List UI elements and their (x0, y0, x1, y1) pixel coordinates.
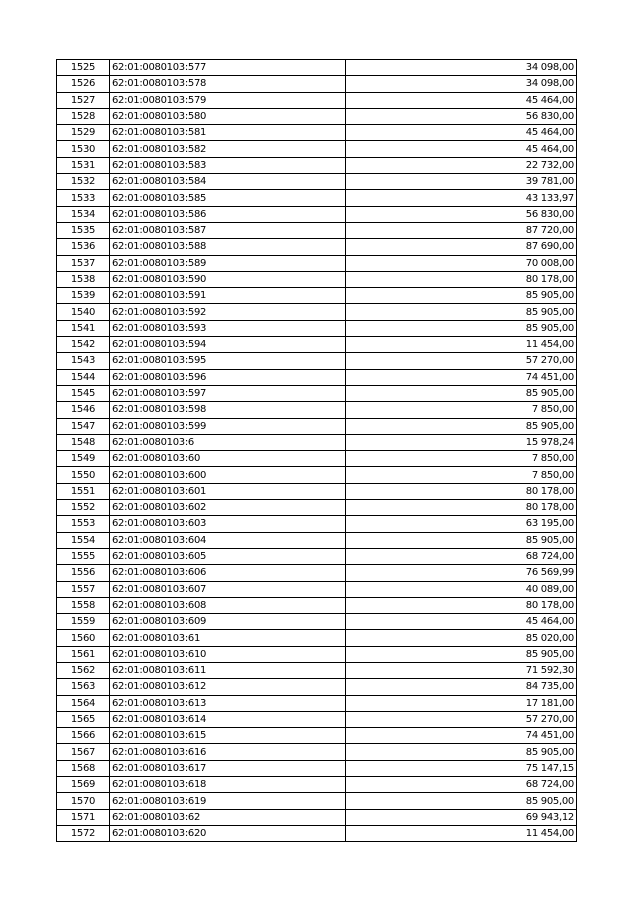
cadastral-number-cell: 62:01:0080103:584 (110, 174, 346, 190)
cadastral-number-cell: 62:01:0080103:612 (110, 679, 346, 695)
table-row (57, 304, 577, 320)
cadastral-number-cell: 62:01:0080103:587 (110, 222, 346, 238)
row-number-cell: 1557 (57, 581, 110, 597)
cadastral-number-cell: 62:01:0080103:583 (110, 157, 346, 173)
value-cell: 74 451,00 (346, 369, 577, 385)
value-cell: 85 905,00 (346, 385, 577, 401)
value-cell: 56 830,00 (346, 108, 577, 124)
table-row (57, 125, 577, 141)
row-number-cell: 1555 (57, 548, 110, 564)
row-number-cell: 1558 (57, 597, 110, 613)
cadastral-number-cell: 62:01:0080103:596 (110, 369, 346, 385)
value-cell: 80 178,00 (346, 271, 577, 287)
table-row (57, 108, 577, 124)
table-row (57, 451, 577, 467)
table-row (57, 500, 577, 516)
cadastral-number-cell: 62:01:0080103:599 (110, 418, 346, 434)
value-cell: 80 178,00 (346, 597, 577, 613)
value-cell: 85 905,00 (346, 304, 577, 320)
table-row (57, 565, 577, 581)
row-number-cell: 1533 (57, 190, 110, 206)
table-row (57, 60, 577, 76)
cadastral-number-cell: 62:01:0080103:620 (110, 825, 346, 841)
table-row (57, 581, 577, 597)
value-cell: 43 133,97 (346, 190, 577, 206)
value-cell: 45 464,00 (346, 92, 577, 108)
table-row (57, 483, 577, 499)
row-number-cell: 1542 (57, 337, 110, 353)
table-row (57, 679, 577, 695)
row-number-cell: 1571 (57, 809, 110, 825)
table-row (57, 630, 577, 646)
value-cell: 87 690,00 (346, 239, 577, 255)
table-row (57, 255, 577, 271)
value-cell: 39 781,00 (346, 174, 577, 190)
cadastral-number-cell: 62:01:0080103:585 (110, 190, 346, 206)
row-number-cell: 1540 (57, 304, 110, 320)
row-number-cell: 1548 (57, 434, 110, 450)
table-row (57, 76, 577, 92)
row-number-cell: 1566 (57, 728, 110, 744)
row-number-cell: 1538 (57, 271, 110, 287)
row-number-cell: 1529 (57, 125, 110, 141)
cadastral-number-cell: 62:01:0080103:604 (110, 532, 346, 548)
table-row (57, 288, 577, 304)
table-row (57, 825, 577, 841)
cadastral-number-cell: 62:01:0080103:595 (110, 353, 346, 369)
table-row (57, 516, 577, 532)
row-number-cell: 1525 (57, 60, 110, 76)
value-cell: 7 850,00 (346, 402, 577, 418)
row-number-cell: 1569 (57, 777, 110, 793)
table-body (57, 60, 577, 842)
row-number-cell: 1572 (57, 825, 110, 841)
table-row (57, 646, 577, 662)
row-number-cell: 1541 (57, 320, 110, 336)
table-row (57, 174, 577, 190)
value-cell: 22 732,00 (346, 157, 577, 173)
cadastral-number-cell: 62:01:0080103:617 (110, 760, 346, 776)
table-row (57, 222, 577, 238)
value-cell: 85 905,00 (346, 418, 577, 434)
cadastral-number-cell: 62:01:0080103:598 (110, 402, 346, 418)
row-number-cell: 1543 (57, 353, 110, 369)
row-number-cell: 1562 (57, 662, 110, 678)
table-row (57, 369, 577, 385)
cadastral-number-cell: 62:01:0080103:600 (110, 467, 346, 483)
value-cell: 11 454,00 (346, 337, 577, 353)
table-row (57, 467, 577, 483)
cadastral-number-cell: 62:01:0080103:61 (110, 630, 346, 646)
value-cell: 7 850,00 (346, 451, 577, 467)
cadastral-number-cell: 62:01:0080103:593 (110, 320, 346, 336)
value-cell: 17 181,00 (346, 695, 577, 711)
cadastral-number-cell: 62:01:0080103:597 (110, 385, 346, 401)
row-number-cell: 1567 (57, 744, 110, 760)
table-row (57, 385, 577, 401)
cadastral-number-cell: 62:01:0080103:602 (110, 500, 346, 516)
cadastral-number-cell: 62:01:0080103:611 (110, 662, 346, 678)
value-cell: 85 905,00 (346, 744, 577, 760)
table-row (57, 190, 577, 206)
table-row (57, 320, 577, 336)
value-cell: 85 905,00 (346, 646, 577, 662)
table-row (57, 760, 577, 776)
value-cell: 69 943,12 (346, 809, 577, 825)
cadastral-number-cell: 62:01:0080103:616 (110, 744, 346, 760)
row-number-cell: 1565 (57, 711, 110, 727)
row-number-cell: 1546 (57, 402, 110, 418)
cadastral-number-cell: 62:01:0080103:62 (110, 809, 346, 825)
value-cell: 85 905,00 (346, 320, 577, 336)
value-cell: 80 178,00 (346, 500, 577, 516)
value-cell: 68 724,00 (346, 777, 577, 793)
row-number-cell: 1536 (57, 239, 110, 255)
row-number-cell: 1539 (57, 288, 110, 304)
row-number-cell: 1537 (57, 255, 110, 271)
cadastral-number-cell: 62:01:0080103:594 (110, 337, 346, 353)
cadastral-number-cell: 62:01:0080103:607 (110, 581, 346, 597)
table-row (57, 711, 577, 727)
table-row (57, 597, 577, 613)
value-cell: 34 098,00 (346, 60, 577, 76)
row-number-cell: 1570 (57, 793, 110, 809)
cadastral-number-cell: 62:01:0080103:615 (110, 728, 346, 744)
row-number-cell: 1563 (57, 679, 110, 695)
cadastral-number-cell: 62:01:0080103:613 (110, 695, 346, 711)
value-cell: 11 454,00 (346, 825, 577, 841)
row-number-cell: 1561 (57, 646, 110, 662)
row-number-cell: 1535 (57, 222, 110, 238)
table-row (57, 614, 577, 630)
value-cell: 15 978,24 (346, 434, 577, 450)
cadastral-number-cell: 62:01:0080103:592 (110, 304, 346, 320)
row-number-cell: 1531 (57, 157, 110, 173)
cadastral-number-cell: 62:01:0080103:588 (110, 239, 346, 255)
cadastral-number-cell: 62:01:0080103:609 (110, 614, 346, 630)
row-number-cell: 1528 (57, 108, 110, 124)
value-cell: 80 178,00 (346, 483, 577, 499)
cadastral-number-cell: 62:01:0080103:579 (110, 92, 346, 108)
cadastral-number-cell: 62:01:0080103:618 (110, 777, 346, 793)
table-row (57, 92, 577, 108)
cadastral-number-cell: 62:01:0080103:591 (110, 288, 346, 304)
value-cell: 68 724,00 (346, 548, 577, 564)
table-row (57, 695, 577, 711)
table-row (57, 744, 577, 760)
table-row (57, 157, 577, 173)
cadastral-number-cell: 62:01:0080103:60 (110, 451, 346, 467)
cadastral-number-cell: 62:01:0080103:608 (110, 597, 346, 613)
value-cell: 45 464,00 (346, 614, 577, 630)
table-row (57, 418, 577, 434)
table-row (57, 434, 577, 450)
cadastral-number-cell: 62:01:0080103:586 (110, 206, 346, 222)
row-number-cell: 1530 (57, 141, 110, 157)
table-row (57, 353, 577, 369)
cadastral-number-cell: 62:01:0080103:601 (110, 483, 346, 499)
row-number-cell: 1551 (57, 483, 110, 499)
cadastral-number-cell: 62:01:0080103:606 (110, 565, 346, 581)
cadastral-number-cell: 62:01:0080103:590 (110, 271, 346, 287)
cadastral-number-cell: 62:01:0080103:610 (110, 646, 346, 662)
row-number-cell: 1534 (57, 206, 110, 222)
row-number-cell: 1560 (57, 630, 110, 646)
table-row (57, 728, 577, 744)
row-number-cell: 1552 (57, 500, 110, 516)
value-cell: 71 592,30 (346, 662, 577, 678)
value-cell: 85 905,00 (346, 532, 577, 548)
row-number-cell: 1526 (57, 76, 110, 92)
cadastral-number-cell: 62:01:0080103:578 (110, 76, 346, 92)
table-row (57, 402, 577, 418)
row-number-cell: 1564 (57, 695, 110, 711)
cadastral-number-cell: 62:01:0080103:581 (110, 125, 346, 141)
value-cell: 57 270,00 (346, 353, 577, 369)
cadastral-number-cell: 62:01:0080103:603 (110, 516, 346, 532)
value-cell: 85 905,00 (346, 288, 577, 304)
cadastral-number-cell: 62:01:0080103:589 (110, 255, 346, 271)
row-number-cell: 1527 (57, 92, 110, 108)
table-row (57, 271, 577, 287)
value-cell: 7 850,00 (346, 467, 577, 483)
value-cell: 85 020,00 (346, 630, 577, 646)
table-row (57, 141, 577, 157)
row-number-cell: 1553 (57, 516, 110, 532)
table-row (57, 809, 577, 825)
value-cell: 34 098,00 (346, 76, 577, 92)
value-cell: 85 905,00 (346, 793, 577, 809)
cadastral-number-cell: 62:01:0080103:577 (110, 60, 346, 76)
table-row (57, 548, 577, 564)
table-row (57, 239, 577, 255)
cadastral-number-cell: 62:01:0080103:614 (110, 711, 346, 727)
value-cell: 45 464,00 (346, 125, 577, 141)
table-row (57, 532, 577, 548)
row-number-cell: 1554 (57, 532, 110, 548)
table-row (57, 206, 577, 222)
cadastral-value-table (56, 59, 577, 842)
value-cell: 87 720,00 (346, 222, 577, 238)
value-cell: 57 270,00 (346, 711, 577, 727)
value-cell: 84 735,00 (346, 679, 577, 695)
value-cell: 76 569,99 (346, 565, 577, 581)
table-row (57, 793, 577, 809)
table-row (57, 777, 577, 793)
row-number-cell: 1545 (57, 385, 110, 401)
cadastral-number-cell: 62:01:0080103:580 (110, 108, 346, 124)
value-cell: 70 008,00 (346, 255, 577, 271)
row-number-cell: 1550 (57, 467, 110, 483)
value-cell: 63 195,00 (346, 516, 577, 532)
row-number-cell: 1568 (57, 760, 110, 776)
value-cell: 45 464,00 (346, 141, 577, 157)
row-number-cell: 1559 (57, 614, 110, 630)
cadastral-number-cell: 62:01:0080103:6 (110, 434, 346, 450)
row-number-cell: 1549 (57, 451, 110, 467)
cadastral-number-cell: 62:01:0080103:619 (110, 793, 346, 809)
row-number-cell: 1544 (57, 369, 110, 385)
value-cell: 40 089,00 (346, 581, 577, 597)
value-cell: 74 451,00 (346, 728, 577, 744)
value-cell: 75 147,15 (346, 760, 577, 776)
row-number-cell: 1556 (57, 565, 110, 581)
row-number-cell: 1532 (57, 174, 110, 190)
table-row (57, 337, 577, 353)
cadastral-number-cell: 62:01:0080103:582 (110, 141, 346, 157)
value-cell: 56 830,00 (346, 206, 577, 222)
cadastral-number-cell: 62:01:0080103:605 (110, 548, 346, 564)
table-row (57, 662, 577, 678)
row-number-cell: 1547 (57, 418, 110, 434)
